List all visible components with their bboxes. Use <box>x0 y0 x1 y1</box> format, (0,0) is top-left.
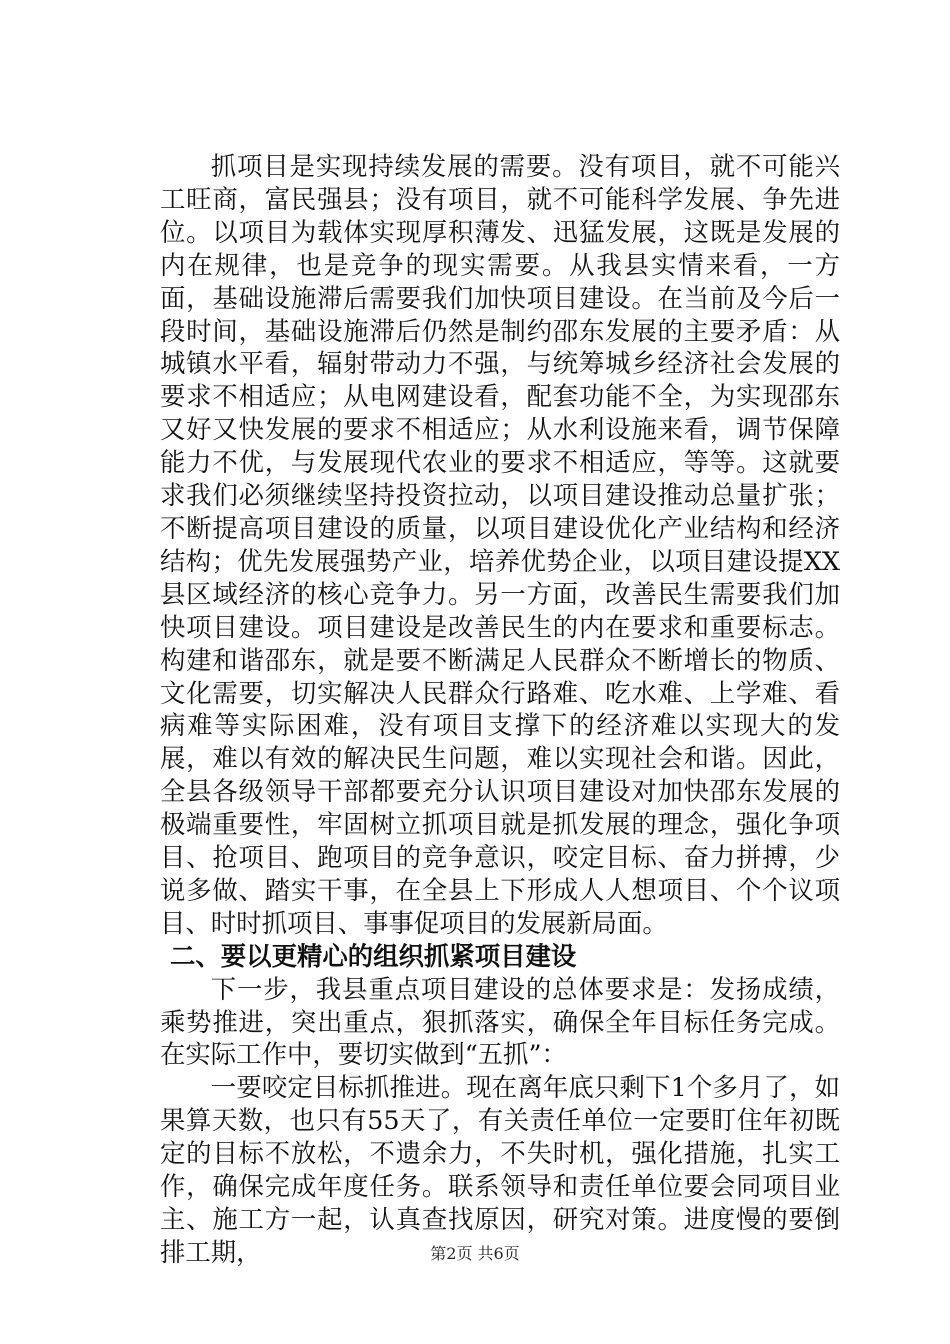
section-heading: 二、要以更精心的组织抓紧项目建设 <box>170 940 577 971</box>
paragraph-target-promotion: 一要咬定目标抓推进。现在离年底只剩下1个多月了，如果算天数，也只有55天了，有关责任单位一定要盯住年初既定的目标不放松，不遗余力，不失时机，强化措施，扎实工作，确保完成年度任务。联系领导和责任单位要会同项目业主、施工方一起，认真查找原因，研究对策。进度慢的要倒排工期， <box>160 1072 840 1267</box>
page-footer: 第2页 共6页 <box>430 1244 520 1263</box>
paragraph-project-importance: 抓项目是实现持续发展的需要。没有项目，就不可能兴工旺商，富民强县；没有项目，就不可能科学发展、争先进位。以项目为载体实现厚积薄发、迅猛发展，这既是发展的内在规律，也是竞争的现实需要。从我县实情来看，一方面，基础设施滞后需要我们加快项目建设。在当前及今后一段时间，基础设施滞后仍然是制约邵东发展的主要矛盾：从城镇水平看，辐射带动力不强，与统筹城乡经济社会发展的要求不相适应；从电网建设看，配套功能不全，为实现邵东又好又快发展的要求不相适应；从水利设施来看，调节保障能力不优，与发展现代农业的要求不相适应，等等。这就要求我们必须继续坚持投资拉动，以项目建设推动总量扩张；不断提高项目建设的质量，以项目建设优化产业结构和经济结构；优先发展强势产业，培养优势企业，以项目建设提XX县区域经济的核心竞争力。另一方面，改善民生需要我们加快项目建设。项目建设是改善民生的内在要求和重要标志。构建和谐邵东，就是要不断满足人民群众不断增长的物质、文化需要，切实解决人民群众行路难、吃水难、上学难、看病难等实际困难，没有项目支撑下的经济难以实现大的发展，难以有效的解决民生问题，难以实现社会和谐。因此，全县各级领导干部都要充分认识项目建设对加快邵东发展的极端重要性，牢固树立抓项目就是抓发展的理念，强化争项目、抢项目、跑项目的竞争意识，咬定目标、奋力拼搏，少说多做、踏实干事，在全县上下形成人人想项目、个个议项目、时时抓项目、事事促项目的发展新局面。 <box>160 151 840 938</box>
document-body <box>160 150 840 1269</box>
paragraph-overall-requirements: 下一步，我县重点项目建设的总体要求是：发扬成绩，乘势推进，突出重点，狠抓落实，确保全年目标任务完成。在实际工作中，要切实做到“五抓”： <box>160 973 840 1070</box>
